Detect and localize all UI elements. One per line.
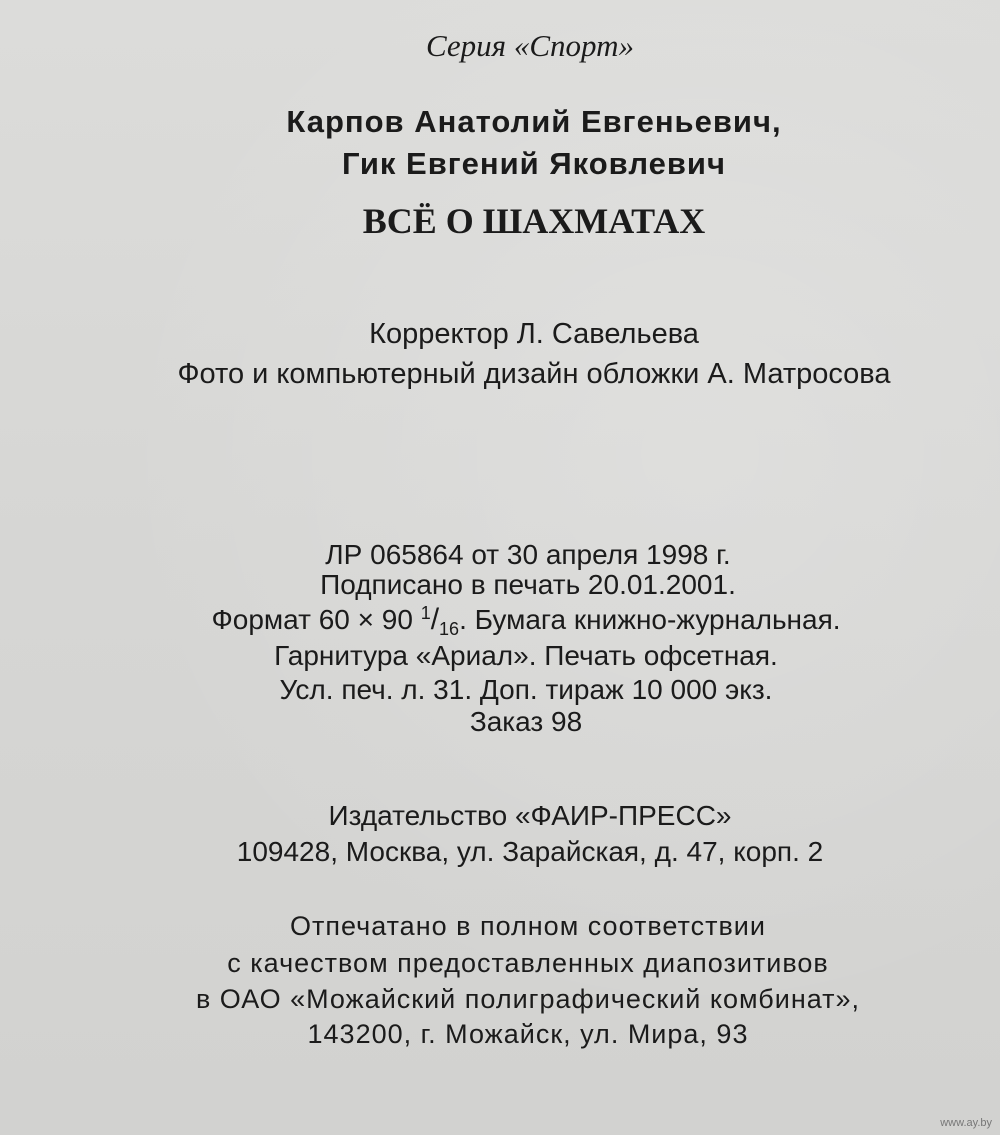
author-karpov: Карпов Анатолий Евгеньевич, <box>286 104 782 139</box>
typeface-line: Гарнитура «Ариал». Печать офсетная. <box>274 640 778 671</box>
printer-line-2: с качеством предоставленных диапозитивов <box>227 948 829 978</box>
format-prefix: Формат 60 × 90 <box>211 604 413 635</box>
format-numerator: 1 <box>420 603 431 623</box>
format-line <box>26 603 1000 640</box>
license-line: ЛР 065864 от 30 апреля 1998 г. <box>325 539 731 570</box>
book-title: ВСЁ О ШАХМАТАХ <box>362 201 706 241</box>
series-line: Серия «Спорт» <box>426 28 634 63</box>
watermark: www.ay.by <box>940 1117 992 1129</box>
format-suffix: . Бумага книжно-журнальная. <box>459 604 841 635</box>
publisher-name: Издательство «ФАИР-ПРЕСС» <box>328 800 732 831</box>
author-gik: Гик Евгений Яковлевич <box>342 146 726 181</box>
corrector-credit: Корректор Л. Савельева <box>369 318 699 350</box>
printer-line-4: 143200, г. Можайск, ул. Мира, 93 <box>307 1019 749 1049</box>
order-line: Заказ 98 <box>469 706 583 737</box>
sheets-run-line: Усл. печ. л. 31. Доп. тираж 10 000 экз. <box>279 674 773 705</box>
signed-to-print-line: Подписано в печать 20.01.2001. <box>320 569 736 600</box>
printer-line-3: в ОАО «Можайский полиграфический комбинат», <box>195 984 861 1014</box>
publisher-address: 109428, Москва, ул. Зарайская, д. 47, корп. 2 <box>236 836 824 867</box>
printer-line-1: Отпечатано в полном соответствии <box>290 911 766 941</box>
format-denominator: 16 <box>439 619 460 639</box>
cover-design-credit: Фото и компьютерный дизайн обложки А. Матросова <box>177 358 891 390</box>
format-slash: / <box>430 603 440 636</box>
